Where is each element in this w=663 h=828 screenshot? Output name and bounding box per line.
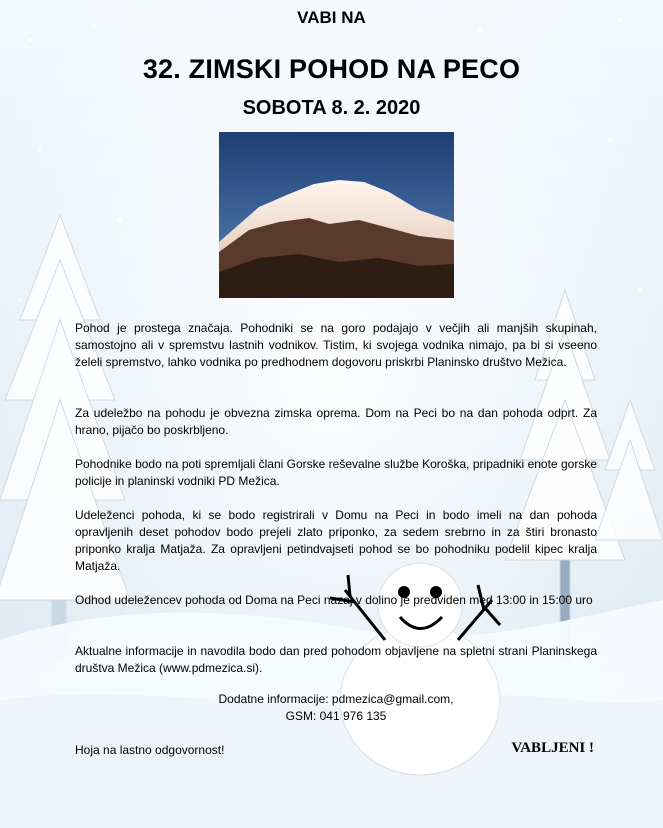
mountain-photo [219,132,454,298]
contact-email-line: Dodatne informacije: pdmezica@gmail.com, [218,692,454,706]
invite-heading: VABI NA [297,8,366,27]
paragraph-escort: Pohodnike bodo na poti spremljali člani Gorske reševalne službe Koroška, pripadniki enote gorske policije in planinski vodniki PD Mežica. [75,457,597,488]
disclaimer-text: Hoja na lastno odgovornost! [75,743,225,757]
event-title: 32. ZIMSKI POHOD NA PECO [142,54,521,84]
contact-info [75,691,597,725]
paragraph-intro: Pohod je prostega značaja. Pohodniki se na goro podajajo v večjih ali manjših skupinah, samostojno ali v spremstvu lastnih vodnikov. Tistim, ki svojega vodnika nimajo, pa bi si vseeno želeli spremstvo, lahko vodnika po predhodnem dogovoru priskrbi Planinsko društvo Mežica. [75,321,597,369]
event-date: SOBOTA 8. 2. 2020 [242,97,421,119]
paragraph-departure: Odhod udeležencev pohoda od Doma na Peci nazaj v dolino je predviden med 13:00 in 15:00 uro [75,593,593,607]
paragraph-awards: Udeleženci pohoda, ki se bodo registrirali v Domu na Peci in bodo imeli na dan pohoda opravljenih deset pohodov bodo prejeli zlato priponko, za sedem srebrno in za štiri bronasto priponko kralja Matjaža. Za opravljeni petindvajseti pohod se bo pohodniku podelil kipec kralja Matjaža. [75,508,597,573]
welcome-text: VABLJENI ! [511,740,594,756]
contact-phone-line: GSM: 041 976 135 [285,709,387,723]
paragraph-equipment: Za udeležbo na pohodu je obvezna zimska oprema. Dom na Peci bo na dan pohoda odprt. Za hrano, pijačo bo poskrbljeno. [75,406,597,437]
paragraph-info: Aktualne informacije in navodila bodo dan pred pohodom objavljene na spletni strani Planinskega društva Mežica (www.pdmezica.si). [75,644,597,675]
